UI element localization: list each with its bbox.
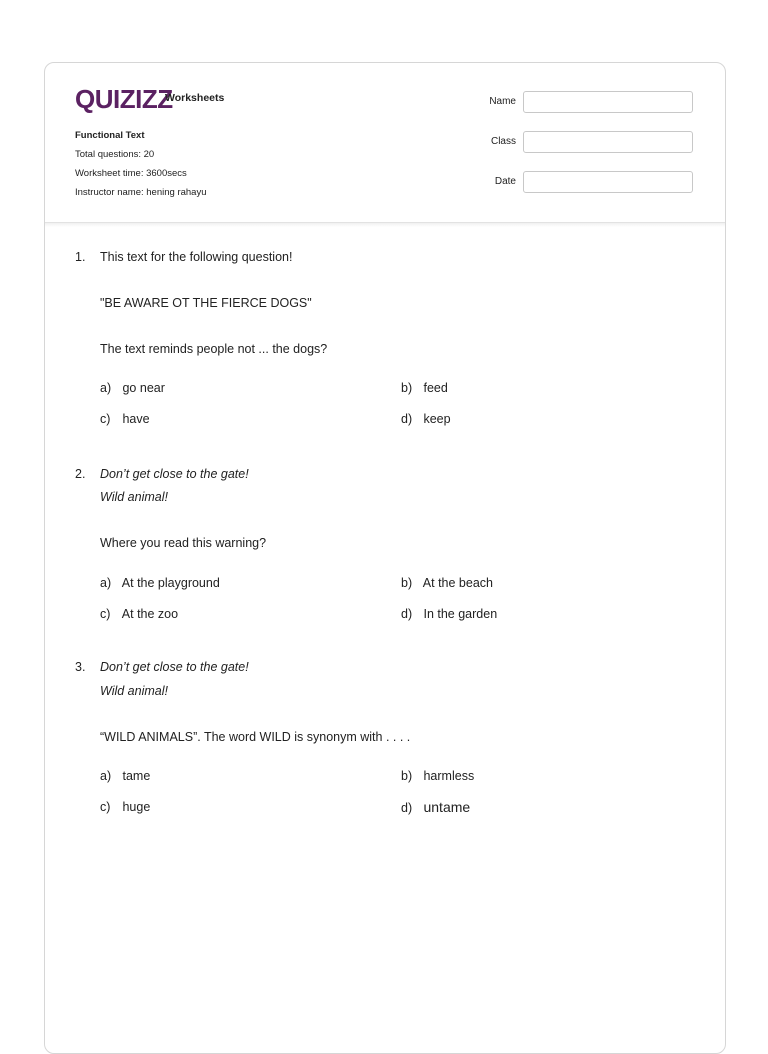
option-b[interactable] xyxy=(401,769,474,783)
worksheet-header xyxy=(45,63,725,223)
class-field[interactable] xyxy=(523,131,693,153)
header-divider xyxy=(45,223,725,227)
question-prompt: Where you read this warning? xyxy=(100,536,267,550)
option-b[interactable] xyxy=(401,381,448,395)
question-number: 2. xyxy=(75,467,86,481)
option-letter: c) xyxy=(100,412,111,426)
option-c[interactable] xyxy=(100,412,150,426)
option-letter: b) xyxy=(401,769,413,783)
date-label: Date xyxy=(494,176,516,187)
question-text: "BE AWARE OT THE FIERCE DOGS" xyxy=(100,296,312,310)
option-a[interactable] xyxy=(100,381,165,395)
option-letter: c) xyxy=(100,607,111,621)
worksheet-title: Functional Text xyxy=(75,130,145,141)
option-letter: b) xyxy=(401,576,413,590)
option-text: harmless xyxy=(423,769,475,783)
question-text: Don’t get close to the gate! xyxy=(100,467,249,481)
instructor-name: Instructor name: hening rahayu xyxy=(75,187,207,198)
question-text: Don’t get close to the gate! xyxy=(100,660,249,674)
option-a[interactable] xyxy=(100,769,150,783)
option-text: At the playground xyxy=(121,576,220,590)
option-text: keep xyxy=(423,412,451,426)
option-d[interactable] xyxy=(401,412,451,426)
option-text: untame xyxy=(423,799,471,815)
date-field[interactable] xyxy=(523,171,693,193)
option-c[interactable] xyxy=(100,607,178,621)
option-letter: d) xyxy=(401,412,413,426)
option-text: In the garden xyxy=(423,607,498,621)
class-label: Class xyxy=(490,136,516,147)
option-a[interactable] xyxy=(100,576,220,590)
worksheet-page xyxy=(44,62,726,1054)
name-label: Name xyxy=(489,96,516,107)
question-prompt: The text reminds people not ... the dogs? xyxy=(100,342,328,356)
quizizz-logo: QUIZIZZ xyxy=(75,84,173,114)
option-letter: c) xyxy=(100,800,111,814)
option-c[interactable] xyxy=(100,800,150,814)
option-letter: a) xyxy=(100,576,112,590)
option-letter: d) xyxy=(401,801,413,815)
option-text: huge xyxy=(122,800,151,814)
option-b[interactable] xyxy=(401,576,493,590)
brand-subtitle: Worksheets xyxy=(165,92,225,104)
question-text: This text for the following question! xyxy=(100,250,293,264)
total-questions: Total questions: 20 xyxy=(75,149,155,160)
name-field[interactable] xyxy=(523,91,693,113)
option-text: have xyxy=(122,412,150,426)
question-text: Wild animal! xyxy=(100,684,168,698)
option-text: At the zoo xyxy=(121,607,179,621)
question-prompt: “WILD ANIMALS”. The word WILD is synonym with . . . . xyxy=(100,730,411,744)
option-d[interactable] xyxy=(401,607,497,621)
question-number: 1. xyxy=(75,250,86,264)
option-letter: d) xyxy=(401,607,413,621)
worksheet-meta xyxy=(75,126,207,202)
option-d[interactable] xyxy=(401,799,470,815)
question-text: Wild animal! xyxy=(100,490,168,504)
option-letter: a) xyxy=(100,381,112,395)
question-number: 3. xyxy=(75,660,86,674)
option-letter: a) xyxy=(100,769,112,783)
option-letter: b) xyxy=(401,381,413,395)
option-text: At the beach xyxy=(422,576,493,590)
worksheet-time: Worksheet time: 3600secs xyxy=(75,168,187,179)
option-text: go near xyxy=(122,381,165,395)
option-text: tame xyxy=(122,769,151,783)
option-text: feed xyxy=(423,381,448,395)
